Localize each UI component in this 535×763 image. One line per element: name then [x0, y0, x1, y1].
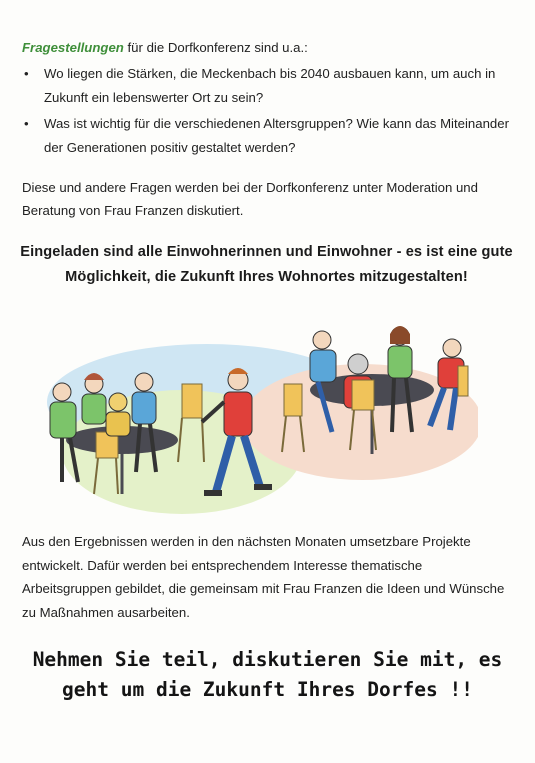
paragraph-results: Aus den Ergebnissen werden in den nächsten Monaten umsetzbare Projekte entwickelt. Dafür werden bei entsprechendem Interesse thematische Arbeitsgruppen gebildet, die gemeinsam mit Frau Franzen die Ideen und Wünsche zu Maßnahmen ausarbeiten.	[22, 534, 505, 620]
list-item	[22, 62, 512, 110]
question-text: Wo liegen die Stärken, die Meckenbach bis 2040 ausbauen kann, um auch in Zukunft ein lebenswerter Ort zu sein?	[44, 66, 496, 105]
chair	[352, 380, 374, 410]
question-list	[22, 62, 512, 162]
paragraph-moderation: Diese und andere Fragen werden bei der Dorfkonferenz unter Moderation und Beratung von Frau Franzen diskutiert.	[22, 180, 478, 218]
question-text: Was ist wichtig für die verschiedenen Altersgruppen? Wie kann das Miteinander der Generationen positiv gestaltet werden?	[44, 116, 509, 155]
list-item	[22, 112, 512, 160]
person-woman-left	[82, 373, 106, 424]
chair	[182, 384, 202, 418]
intro-rest: für die Dorfkonferenz sind u.a.:	[123, 40, 308, 55]
closing-call-to-action: Nehmen Sie teil, diskutieren Sie mit, es geht um die Zukunft Ihres Dorfes !!	[32, 648, 503, 701]
intro-line	[22, 38, 512, 58]
chair	[458, 366, 468, 396]
person-blonde	[106, 393, 130, 436]
invitation-heading: Eingeladen sind alle Einwohnerinnen und Einwohner - es ist eine gute Möglichkeit, die Zukunft Ihres Wohnortes mitzugestalten!	[20, 244, 513, 285]
intro-highlight: Fragestellungen	[22, 40, 124, 55]
bullet-icon: •	[24, 116, 29, 131]
bullet-icon: •	[24, 66, 29, 81]
chair	[284, 384, 302, 416]
people-at-tables-illustration	[32, 322, 478, 520]
